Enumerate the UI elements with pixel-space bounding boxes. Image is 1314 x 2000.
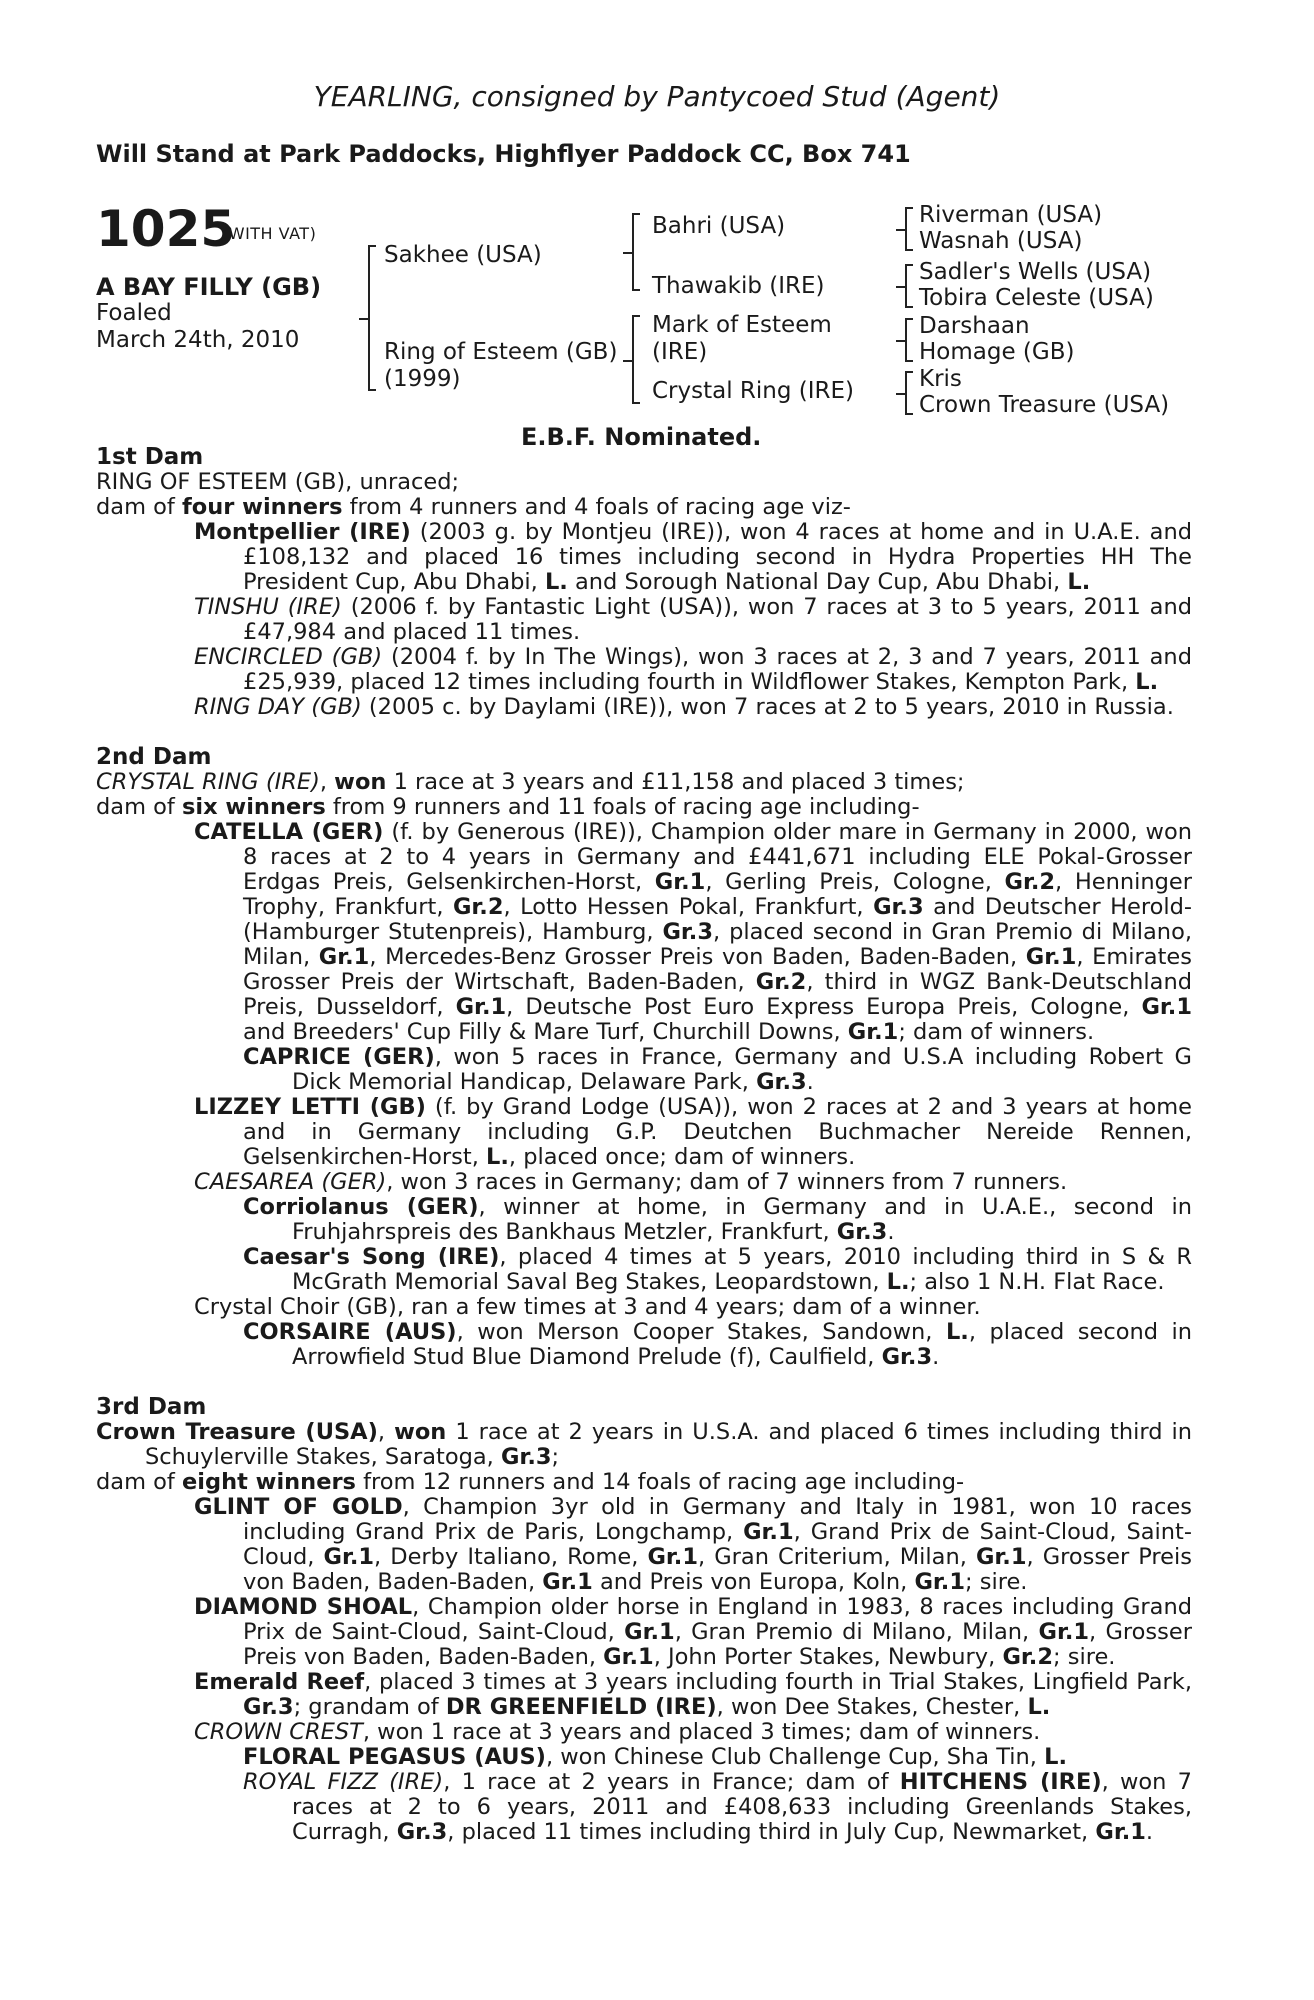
dam-name: Ring of Esteem (GB) [384,339,618,365]
dam-year: (1999) [384,366,461,392]
dam-dam: Crystal Ring (IRE) [652,378,855,404]
pedigree-brace [368,245,376,391]
ggd-3: Homage (GB) [919,339,1075,365]
third-dam-heading: 3rd Dam [96,1394,207,1420]
sire: Sakhee (USA) [384,242,542,268]
sire-sire: Bahri (USA) [652,213,786,239]
ggs-1: Riverman (USA) [919,202,1103,228]
dam-sire-2: (IRE) [652,339,708,365]
brace-g2 [905,264,913,308]
produce-record [96,445,1192,1845]
second-dam-summary: dam of six winners from 9 runners and 11 foals of racing age including- [96,794,920,820]
produce-entry: Crystal Choir (GB), ran a few times at 3 and 4 years; dam of a winner. [194,1294,981,1320]
brace-g4 [905,371,913,415]
ebf-nominated: E.B.F. Nominated. [521,423,762,451]
foaled-label: Foaled [96,300,172,326]
produce-entry: CAESAREA (GER), won 3 races in Germany; dam of 7 winners from 7 runners. [194,1169,1068,1195]
foaled-date: March 24th, 2010 [96,327,300,353]
produce-entry: CATELLA (GER) (f. by Generous (IRE)), Champion older mare in Germany in 2000, won 8 races at 2 to 4 years in Germany and £441,671 including ELE Pokal-Grosser Erdgas Preis, Gelsenkirchen-Horst, Gr.1, Gerling Preis, Cologne, Gr.2, Henninger Trophy, Frankfurt, Gr.2, Lotto Hessen Pokal, Frankfurt, Gr.3 and Deutscher Herold-(Hamburger Stutenpreis), Hamburg, Gr.3, placed second in Gran Premio di Milano, Milan, Gr.1, Mercedes-Benz Grosser Preis von Baden, Baden-Baden, Gr.1, Emirates Grosser Preis der Wirtschaft, Baden-Baden, Gr.2, third in WGZ Bank-Deutschland Preis, Dusseldorf, Gr.1, Deutsche Post Euro Express Europa Preis, Cologne, Gr.1 and Breeders' Cup Filly & Mare Turf, Churchill Downs, Gr.1; dam of winners. [194,819,1193,1045]
brace-g1 [905,207,913,251]
third-dam-line: Crown Treasure (USA), won 1 race at 2 years in U.S.A. and placed 6 times including third in Schuylerville Stakes, Saratoga, Gr.3; [96,1419,1192,1470]
produce-entry: DIAMOND SHOAL, Champion older horse in England in 1983, 8 races including Grand Prix de Saint-Cloud, Saint-Cloud, Gr.1, Gran Premio di Milano, Milan, Gr.1, Grosser Preis von Baden, Baden-Baden, Gr.1, John Porter Stakes, Newbury, Gr.2; sire. [194,1594,1192,1670]
produce-entry: CORSAIRE (AUS), won Merson Cooper Stakes, Sandown, L., placed second in Arrowfield Stud Blue Diamond Prelude (f), Caulfield, Gr.3. [243,1319,1192,1370]
produce-entry: RING DAY (GB) (2005 c. by Daylami (IRE)), won 7 races at 2 to 5 years, 2010 in Russia. [194,694,1174,720]
ggs-4: Kris [919,366,962,392]
ggs-3: Darshaan [919,313,1030,339]
produce-entry: CAPRICE (GER), won 5 races in France, Germany and U.S.A including Robert G Dick Memorial Handicap, Delaware Park, Gr.3. [243,1044,1192,1095]
first-dam-line: RING OF ESTEEM (GB), unraced; [96,469,460,495]
produce-entry: LIZZEY LETTI (GB) (f. by Grand Lodge (USA)), won 2 races at 2 and 3 years at home and in Germany including G.P. Deutchen Buchmacher Nereide Rennen, Gelsenkirchen-Horst, L., placed once; dam of winners. [194,1094,1192,1170]
third-dam-summary: dam of eight winners from 12 runners and 14 foals of racing age including- [96,1469,965,1495]
sire-brace [632,213,640,291]
dam-sire-1: Mark of Esteem [652,312,832,338]
lot-number: 1025 [96,200,236,258]
lot-name: A BAY FILLY (GB) [96,273,322,301]
produce-entry: Caesar's Song (IRE), placed 4 times at 5 years, 2010 including third in S & R McGrath Memorial Saval Beg Stakes, Leopardstown, L.; also 1 N.H. Flat Race. [243,1244,1192,1295]
ggd-4: Crown Treasure (USA) [919,392,1170,418]
ggd-1: Wasnah (USA) [919,228,1083,254]
brace-g3 [905,318,913,362]
produce-entry: Corriolanus (GER), winner at home, in Germany and in U.A.E., second in Fruhjahrspreis des Bankhaus Metzler, Frankfurt, Gr.3. [243,1194,1192,1245]
first-dam-heading: 1st Dam [96,444,204,470]
stand-location: Will Stand at Park Paddocks, Highflyer Paddock CC, Box 741 [96,140,911,168]
second-dam-heading: 2nd Dam [96,744,212,770]
second-dam-line: CRYSTAL RING (IRE), won 1 race at 3 years and £11,158 and placed 3 times; [96,769,965,795]
dam-brace [632,315,640,404]
ggs-2: Sadler's Wells (USA) [919,259,1152,285]
produce-entry: ROYAL FIZZ (IRE), 1 race at 2 years in France; dam of HITCHENS (IRE), won 7 races at 2 to 6 years, 2011 and £408,633 including Greenlands Stakes, Curragh, Gr.3, placed 11 times including third in July Cup, Newmarket, Gr.1. [243,1769,1193,1845]
produce-entry: CROWN CREST, won 1 race at 3 years and placed 3 times; dam of winners. [194,1719,1041,1745]
produce-entry: Montpellier (IRE) (2003 g. by Montjeu (IRE)), won 4 races at home and in U.A.E. and £108,132 and placed 16 times including second in Hydra Properties HH The President Cup, Abu Dhabi, L. and Sorough National Day Cup, Abu Dhabi, L. [194,519,1193,595]
produce-entry: ENCIRCLED (GB) (2004 f. by In The Wings), won 3 races at 2, 3 and 7 years, 2011 and £25,939, placed 12 times including fourth in Wildflower Stakes, Kempton Park, L. [194,644,1192,695]
produce-entry: Emerald Reef, placed 3 times at 3 years including fourth in Trial Stakes, Lingfield Park, Gr.3; grandam of DR GREENFIELD (IRE), won Dee Stakes, Chester, L. [194,1669,1192,1720]
produce-entry: FLORAL PEGASUS (AUS), won Chinese Club Challenge Cup, Sha Tin, L. [243,1744,1067,1770]
sire-dam: Thawakib (IRE) [652,273,825,299]
vat-note: (WITH VAT) [222,224,317,243]
produce-entry: GLINT OF GOLD, Champion 3yr old in Germany and Italy in 1981, won 10 races including Grand Prix de Paris, Longchamp, Gr.1, Grand Prix de Saint-Cloud, Saint-Cloud, Gr.1, Derby Italiano, Rome, Gr.1, Gran Criterium, Milan, Gr.1, Grosser Preis von Baden, Baden-Baden, Gr.1 and Preis von Europa, Koln, Gr.1; sire. [194,1494,1192,1595]
first-dam-summary: dam of four winners from 4 runners and 4 foals of racing age viz- [96,494,851,520]
ggd-2: Tobira Celeste (USA) [919,285,1154,311]
page-header: YEARLING, consigned by Pantycoed Stud (Agent) [313,80,1001,113]
produce-entry: TINSHU (IRE) (2006 f. by Fantastic Light (USA)), won 7 races at 3 to 5 years, 2011 and £47,984 and placed 11 times. [194,594,1192,645]
